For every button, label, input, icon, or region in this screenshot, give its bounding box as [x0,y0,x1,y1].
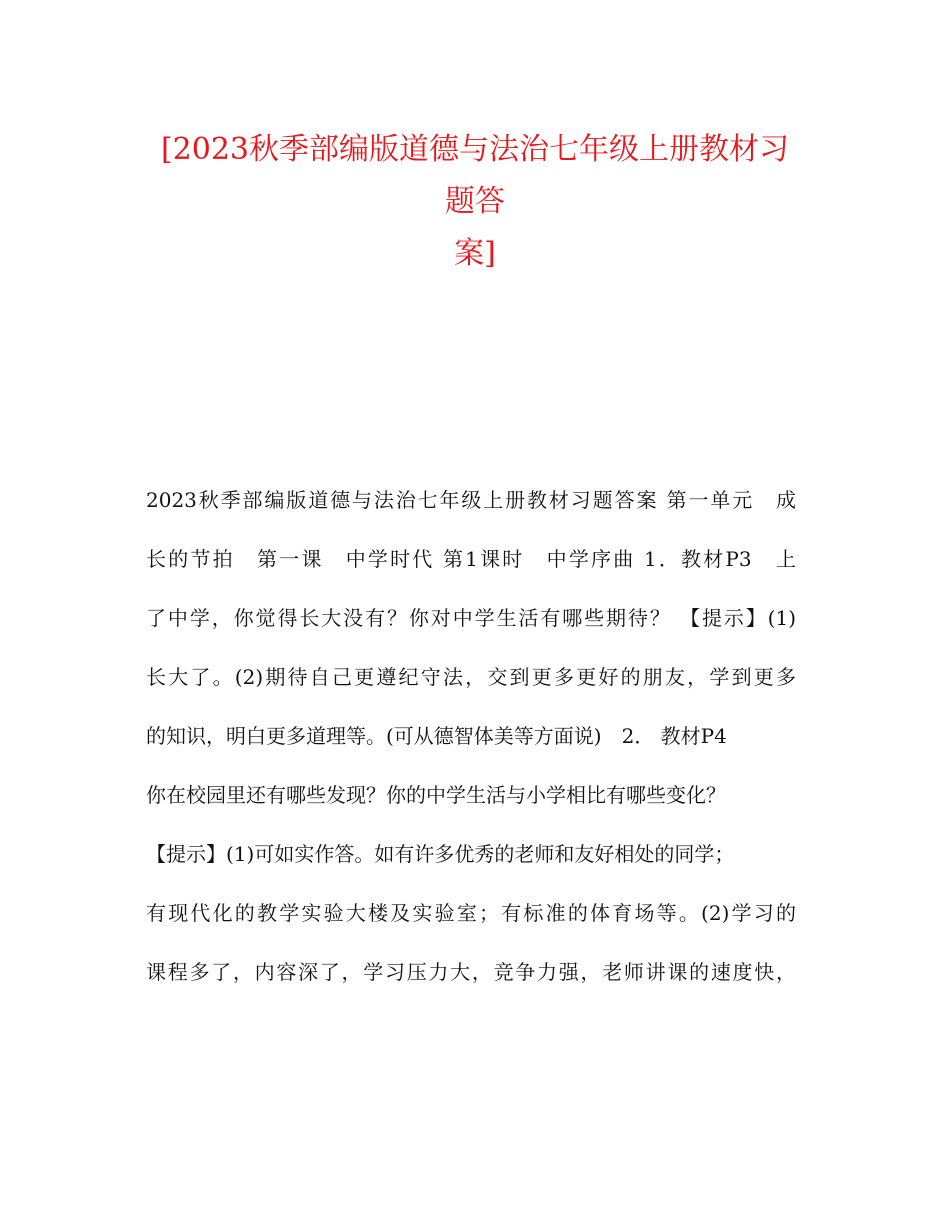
body-line-9: 课程多了，内容深了，学习压力大，竞争力强，老师讲课的速度快， [146,960,796,984]
body-line-5: 的知识，明白更多道理等。(可从德智体美等方面说) 2． 教材P4 [146,724,727,748]
body-line-7: 【提示】(1)可如实作答。如有许多优秀的老师和友好相处的同学； [146,842,735,866]
body-line-3: 了中学，你觉得长大没有？你对中学生活有哪些期待？ 【提示】(1) [146,606,796,630]
body-line-4: 长大了。(2)期待自己更遵纪守法，交到更多更好的朋友，学到更多 [146,665,796,689]
body-line-8: 有现代化的教学实验大楼及实验室；有标准的体育场等。(2)学习的 [146,901,796,925]
body-line-6: 你在校园里还有哪些发现？你的中学生活与小学相比有哪些变化？ [146,783,726,807]
document-title [150,124,800,280]
title-line-1: [2023秋季部编版道德与法治七年级上册教材习题答 [160,132,790,219]
title-line-2: 案] [454,236,496,271]
body-line-2: 长的节拍 第一课 中学时代 第1课时 中学序曲 1．教材P3 上 [146,547,796,571]
body-line-1: 2023秋季部编版道德与法治七年级上册教材习题答案 第一单元 成 [146,488,796,512]
document-body [146,478,796,1009]
